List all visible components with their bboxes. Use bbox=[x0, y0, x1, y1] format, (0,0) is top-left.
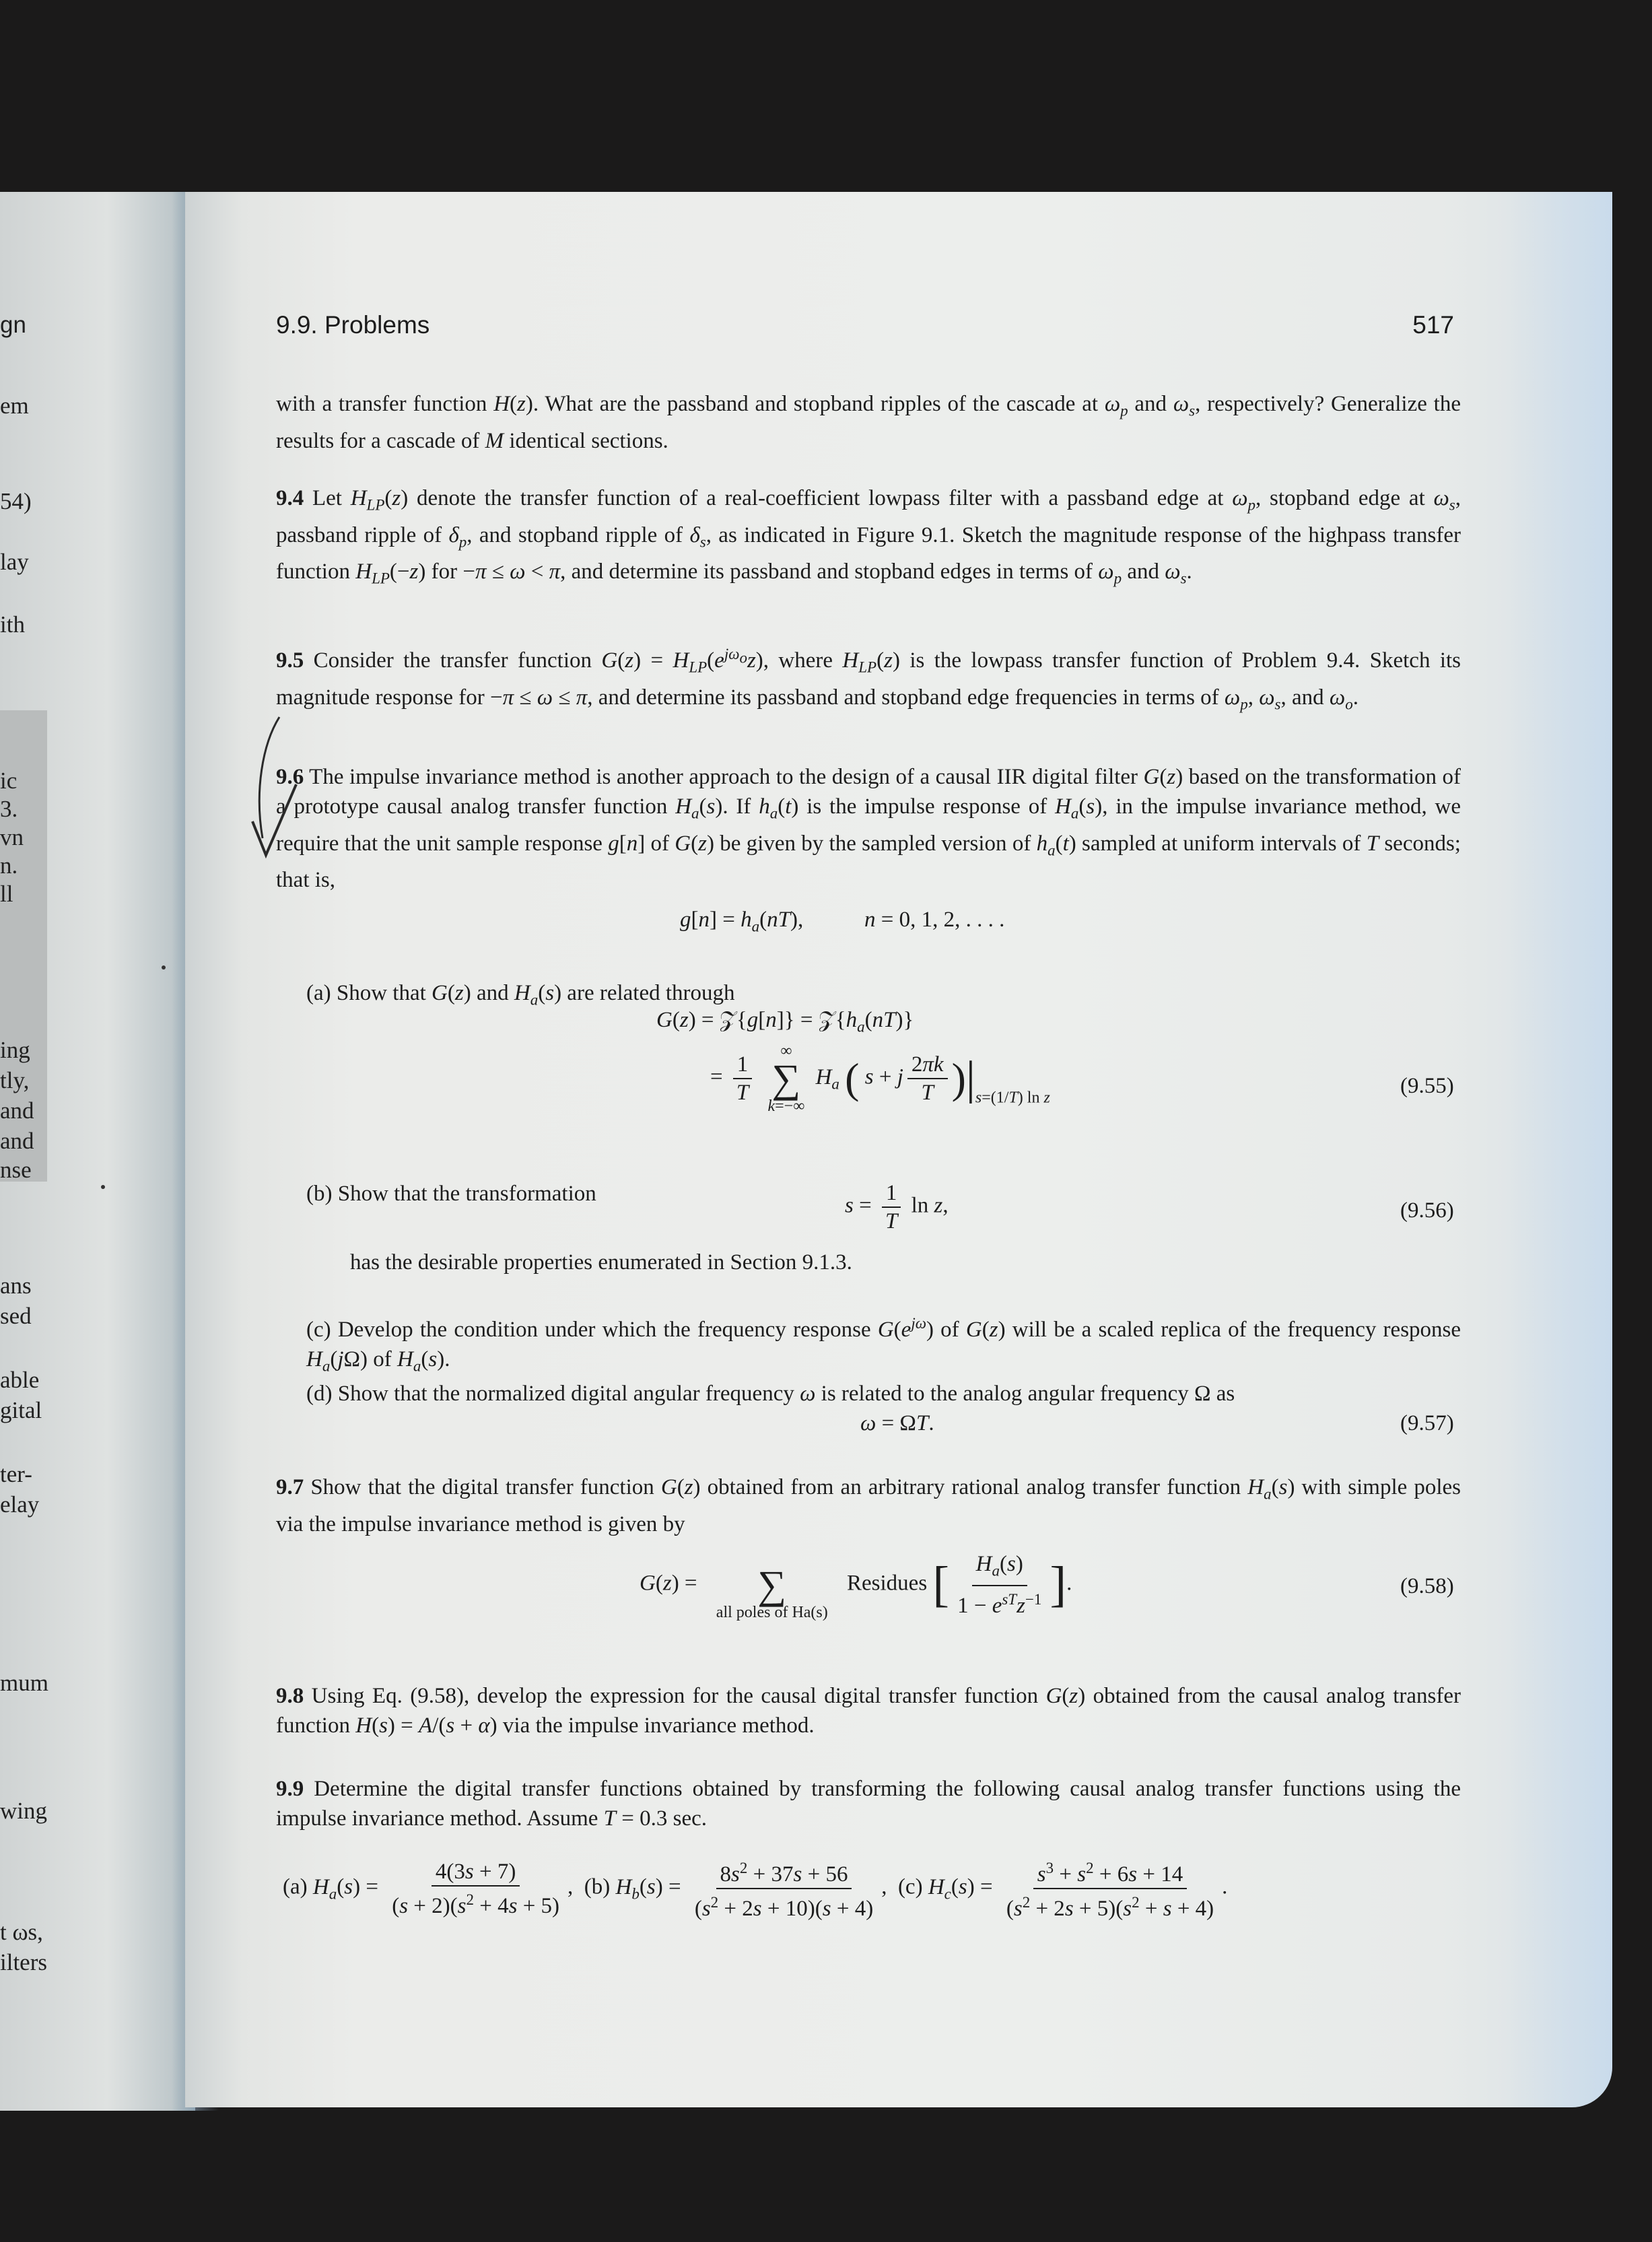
equation-9-56: s = $\frac{1}{T}$ ln z, bbox=[845, 1181, 949, 1233]
problem-9-4: 9.4 Let $H_{LP}(z)$ denote the transfer function of a real-coefficient lowpass filter with a passband edge at $\omega_p$, stopband edge at $\omega_s$, passband ripple of $\delta_p$, and stopband ripple of $\delta_s$, as indicated in Figure 9.1. Sketch the magnitude response of the highpass transfer function $H_{LP}(-z)$ for −π ≤ ω < π, and determine its passband and stopband edges in terms of $\omega_p$ and $\omega_s$. bbox=[276, 486, 1461, 587]
page-number: 517 bbox=[1412, 311, 1454, 339]
problem-number: 9.8 bbox=[276, 1684, 304, 1708]
transfer-functions-9-9: (a) $H_a(s)$ = $\frac{4(3s + 7)}{(s + 2)(s^2 + 4s + 5)}$ , (b) $H_b(s)$ = $\frac{8s^2 + 37s + 56}{(s^2 + 2s + 10)(s + 4)}$ , (c) $H_c(s)$ = $\frac{s^3 + s^2 + 6s + 14}{(s^2 + 2s + 5)(s^2 + s + 4)}$ . bbox=[283, 1855, 1227, 1922]
part-b-after: has the desirable properties enumerated in Section 9.1.3. bbox=[350, 1250, 852, 1275]
left-page-fragment: ter- bbox=[0, 1461, 32, 1487]
left-page-fragment: lay bbox=[0, 549, 29, 575]
part-c: (c) Develop the condition under which the frequency response $G(e^{j\omega})$ of G(z) will be a scaled replica of the frequency response $H_a(j\Omega)$ of $H_a(s)$. bbox=[306, 1315, 1461, 1375]
left-page-fragment: 3. bbox=[0, 796, 18, 822]
left-page-fragment: ans bbox=[0, 1272, 32, 1299]
sampling-equation: $g[n] = h_a(nT)$, n = 0, 1, 2, . . . . bbox=[680, 908, 1005, 935]
equation-9-55-line2: = $\frac{1}{T}$ ∞ ∑ k=−∞ $H_a$ ( s + j $\frac{2\pi k}{T}$ )$|_{s=(1/T) ln z}$ bbox=[710, 1042, 1050, 1115]
eq-number-9-58: (9.58) bbox=[1400, 1574, 1454, 1598]
pen-mark-annotation bbox=[249, 704, 330, 885]
problem-number: 9.6 bbox=[276, 765, 304, 789]
left-page-fragment: wing bbox=[0, 1798, 47, 1824]
left-page-fragment: mum bbox=[0, 1670, 48, 1696]
problem-9-5: 9.5 Consider the transfer function $G(z) = H_{LP}(e^{j\omega_o}z)$, where $H_{LP}(z)$ is the lowpass transfer function of Problem 9.4. Sketch its magnitude response for −π ≤ ω ≤ π, and determine its passband and stopband edge frequencies in terms of $\omega_p$, $\omega_s$, and $\omega_o$. bbox=[276, 646, 1461, 713]
left-page-fragment: and bbox=[0, 1097, 34, 1124]
left-page-fragment: elay bbox=[0, 1491, 40, 1518]
left-page-fragment: gn bbox=[0, 312, 26, 338]
left-page-fragment: vn bbox=[0, 824, 24, 850]
left-page-fragment: tly, bbox=[0, 1067, 30, 1093]
section-title: 9.9. Problems bbox=[276, 311, 430, 339]
left-page-fragment: 54) bbox=[0, 488, 32, 514]
problem-number: 9.9 bbox=[276, 1777, 304, 1801]
problem-number: 9.5 bbox=[276, 648, 304, 673]
left-page-fragment: ic bbox=[0, 768, 18, 794]
problem-number: 9.4 bbox=[276, 486, 304, 510]
problem-9-3-continuation: with a transfer function H(z). What are the passband and stopband ripples of the cascade at $\omega_p$ and $\omega_s$, respectively? Generalize the results for a cascade of M identical sections. bbox=[276, 392, 1461, 453]
part-d: (d) Show that the normalized digital angular frequency ω is related to the analog angular frequency Ω as bbox=[306, 1382, 1235, 1406]
residues-word: Residues bbox=[847, 1571, 928, 1596]
left-page-fragment: able bbox=[0, 1367, 40, 1393]
left-page-fragment: and bbox=[0, 1128, 34, 1154]
left-page-fragment: gital bbox=[0, 1397, 42, 1423]
left-page-fragment: sed bbox=[0, 1303, 32, 1329]
part-a: (a) Show that G(z) and $H_a(s)$ are related through bbox=[306, 981, 735, 1009]
left-page-fragment: ll bbox=[0, 881, 13, 907]
eq-number-9-55: (9.55) bbox=[1400, 1074, 1454, 1098]
part-b-text: (b) Show that the transformation bbox=[306, 1182, 596, 1206]
left-page-fragment: ilters bbox=[0, 1949, 47, 1975]
sum-limit: all poles of Ha(s) bbox=[716, 1604, 828, 1621]
running-head bbox=[276, 311, 1454, 345]
speck bbox=[101, 1185, 105, 1189]
problem-9-6: 9.6 The impulse invariance method is another approach to the design of a causal IIR digital filter G(z) based on the transformation of a prototype causal analog transfer function $H_a(s)$. If $h_a(t)$ is the impulse response of $H_a(s)$, in the impulse invariance method, we require that the unit sample response g[n] of G(z) be given by the sampled version of $h_a(t)$ sampled at uniform intervals of T seconds; that is, bbox=[276, 765, 1461, 893]
equation-9-58: G(z) = ∑ all poles of Ha(s) Residues [ $\frac{H_a(s)}{1 - e^{sT}z^{-1}}$ ]. bbox=[640, 1552, 1072, 1621]
problem-number: 9.7 bbox=[276, 1475, 304, 1499]
equation-9-57: ω = ΩT. bbox=[860, 1411, 934, 1435]
equation-9-55-line1: G(z) = 𝒵{g[n]} = $𝒵\{h_a(nT)\}$ bbox=[656, 1008, 914, 1035]
problem-9-7: 9.7 Show that the digital transfer function G(z) obtained from an arbitrary rational analog transfer function $H_a(s)$ with simple poles via the impulse invariance method is given by bbox=[276, 1475, 1461, 1536]
left-page-fragment: n. bbox=[0, 852, 18, 879]
left-page-fragment: nse bbox=[0, 1157, 32, 1183]
left-page-fragment: ing bbox=[0, 1037, 30, 1063]
speck bbox=[162, 965, 166, 970]
eq-number-9-56: (9.56) bbox=[1400, 1198, 1454, 1223]
left-page-fragment: ith bbox=[0, 611, 25, 638]
left-page-fragment: em bbox=[0, 393, 29, 419]
eq-number-9-57: (9.57) bbox=[1400, 1411, 1454, 1435]
problem-9-8: 9.8 Using Eq. (9.58), develop the expression for the causal digital transfer function G(z) obtained from the causal analog transfer function H(s) = A/(s + α) via the impulse invariance method. bbox=[276, 1684, 1461, 1738]
left-page-fragment: t ωs, bbox=[0, 1919, 43, 1945]
problem-9-9: 9.9 Determine the digital transfer functions obtained by transforming the following causal analog transfer functions using the impulse invariance method. Assume T = 0.3 sec. bbox=[276, 1777, 1461, 1831]
